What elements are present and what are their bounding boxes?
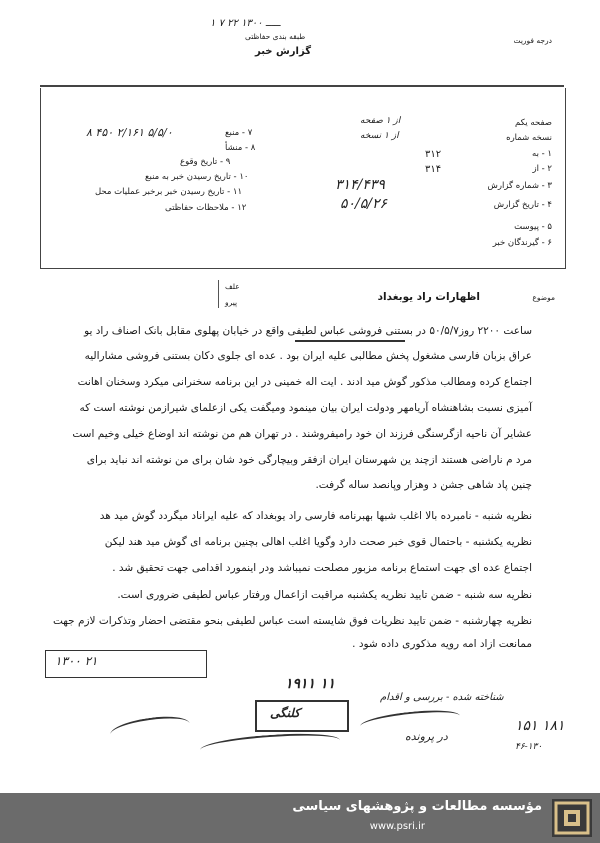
- footer-banner: [0, 793, 600, 843]
- right-field-copy-value: از ۱ نسخه: [360, 131, 399, 141]
- body-line-5: عشایر آن ناحیه ازگرسنگی فرزند ان خود رامیفروشند . در تهران هم من نوشته اند اوضاع خیلی وخیم است: [72, 428, 532, 440]
- left-field-source-label: ۷ - منبع: [225, 128, 253, 138]
- right-field-attachment: ۵ - پیوست: [514, 222, 552, 232]
- left-field-event-date-label: ۹ - تاریخ وقوع: [180, 157, 231, 167]
- body-line-10: اجتماع عده ای جهت استماع برنامه مزبور مصلحت نمیباشد ودر اینمورد اقدامی جهت تحقیق شد .: [112, 562, 532, 574]
- left-field-notes-label: ۱۲ - ملاحظات حفاظتی: [165, 203, 247, 213]
- signature-scribble: [199, 730, 340, 760]
- body-line-11: نظریه سه شنبه - ضمن تایید نظریه یکشنبه مراقبت ازاعمال ورفتار عباس لطیفی ضروری است.: [117, 589, 532, 601]
- body-line-1: ساعت ۲۲۰۰ روز۵۰/۵/۷ در بستنی فروشی عباس لطیفی واقع در خیابان پهلوی مقابل بانک اصناف راد یو: [84, 325, 532, 337]
- right-field-recipients: ۶ - گیرندگان خبر: [492, 238, 552, 248]
- right-field-copy: نسخه شماره: [506, 133, 552, 143]
- right-field-from: ۲ - از: [532, 164, 552, 174]
- right-field-page: صفحه یکم: [515, 118, 552, 128]
- right-field-from-value: ۳۱۴: [425, 164, 442, 175]
- handwritten-note-3: در پرونده: [405, 730, 448, 743]
- priority-label: درجه فوریت: [513, 36, 552, 45]
- body-line-13: ممانعت ازاد امه رویه مذکوری داده شود .: [352, 638, 532, 650]
- left-field-ops-date-label: ۱۱ - تاریخ رسیدن خبر برخبر عملیات محل: [95, 187, 243, 197]
- right-field-report-date-value: ۵۰/۵/۲۶: [340, 196, 388, 212]
- org-logo-icon: [552, 799, 592, 837]
- right-field-report-date: ۴ - تاریخ گزارش: [493, 200, 552, 210]
- left-field-source: ۵/۵/۰ ۲/۱۶۱ ۴۵۰ ۸: [86, 126, 173, 139]
- report-title: گزارش خبر: [255, 46, 312, 57]
- body-underline: [295, 340, 405, 342]
- classification-label: طبقه بندی حفاظتی: [245, 32, 306, 41]
- subject-side-top: علف: [225, 282, 240, 291]
- body-line-7: چنین پاد شاهی جشن د وهزار وپانصد ساله گرفت.: [315, 479, 532, 491]
- body-line-12: نظریه چهارشنبه - ضمن تایید نظریات فوق شایسته است عباس لطیفی بنحو مقتضی احضار وتذکرات لازم جهت: [52, 615, 532, 627]
- stamp-number: ۱۹۱۱ ۱۱: [285, 676, 335, 692]
- received-stamp-number: ۱۳۰۰ ۲۱: [55, 654, 98, 668]
- subject-side-bottom: پیرو: [225, 298, 238, 307]
- subject-bracket: [218, 280, 249, 308]
- top-stamp: ـــــ ۱۳۰۰ ۲۲ ۷ ۱: [210, 18, 281, 29]
- bottom-ref: ۱۵۱ ۱۸۱: [515, 718, 565, 734]
- body-line-4: آمیزی نسبت بشاهنشاه آریامهر ودولت ایران بیان مینمود ومیگفت یکی ازعلمای شیرازمن نوشته است که: [79, 402, 532, 414]
- right-field-report-no-value: ۳۱۴/۴۳۹: [335, 177, 385, 193]
- left-field-receipt-date-label: ۱۰ - تاریخ رسیدن خبر به منبع: [145, 172, 249, 182]
- right-field-to-value: ۳۱۲: [425, 149, 442, 160]
- left-field-origin-label: ۸ - منشأ: [225, 143, 256, 153]
- org-name: مؤسسه مطالعات و پژوهشهای سیاسی: [292, 799, 542, 814]
- subject-text: اظهارات راد یوبغداد: [377, 291, 480, 303]
- header-rule: [40, 85, 564, 87]
- body-line-6: مرد م ناراضی هستند ازچند ین شهرستان ایران ازفقر وبیچارگی خود شان برای من نوشته اند نباید برای: [86, 454, 532, 466]
- handwritten-note-2: کلنگی: [270, 706, 300, 720]
- right-field-report-no: ۳ - شماره گزارش: [487, 181, 552, 191]
- body-line-8: نظریه شنبه - نامبرده بالا اغلب شبها بهبرنامه فارسی راد یوبغداد که علیه ایراناد میگردد گوش مید هد: [99, 510, 532, 522]
- subject-label: موضوع: [532, 293, 555, 302]
- form-frame: [40, 88, 566, 269]
- right-field-page-value: از ۱ صفحه: [360, 116, 401, 126]
- body-line-9: نظریه یکشنبه - باحتمال قوی خبر صحت دارد وگویا اغلب اهالی بچنین برنامه ای گوش مید هند لیکن: [104, 536, 532, 548]
- right-field-to: ۱ - به: [532, 149, 552, 159]
- org-url: www.psri.ir: [369, 821, 425, 832]
- bottom-ref-2: ۴۶-۱۳۰: [515, 742, 543, 752]
- body-line-3: اجتماع کرده ومطالب مذکور گوش مید ادند . ایت اله خمینی در این برنامه سخنرانی میکرد وسخنان اهانت: [77, 376, 532, 388]
- body-line-2: عراق بزبان فارسی مشغول پخش مطالبی علیه ایران بود . عده ای جلوی دکان بستنی فروشی مشارالیه: [84, 350, 532, 362]
- signature-scribble: [109, 713, 191, 746]
- handwritten-note-1: شناخته شده - بررسی و اقدام: [380, 692, 504, 703]
